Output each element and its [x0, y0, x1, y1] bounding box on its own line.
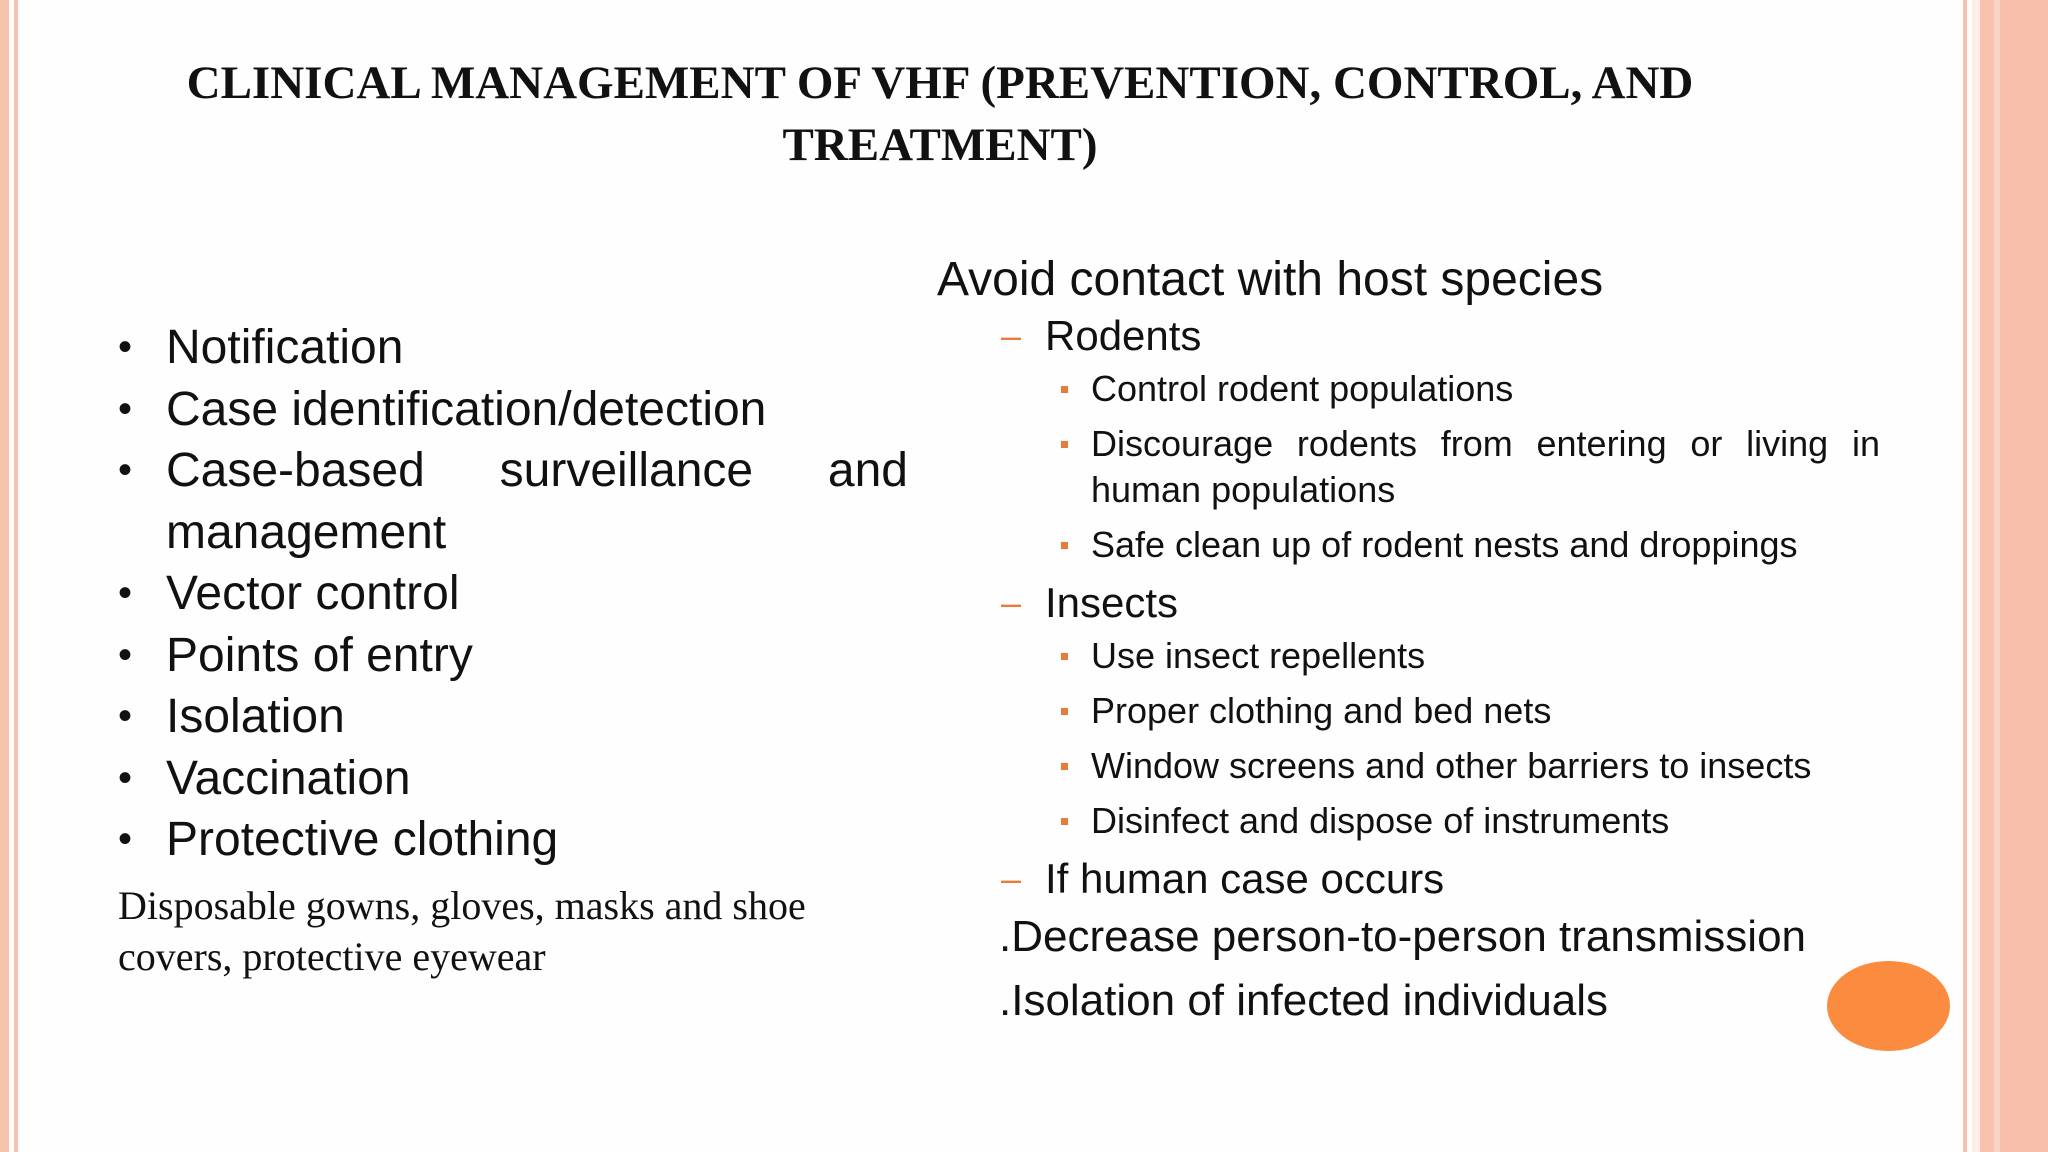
- right-border-stripe-thin: [1963, 0, 1967, 1152]
- rodents-list: [937, 366, 1897, 568]
- bullet-icon: •: [118, 632, 133, 677]
- list-item: • Protective clothing: [118, 809, 908, 871]
- list-item: Window screens and other barriers to insects: [937, 743, 1897, 789]
- dash-icon: –: [1001, 858, 1022, 899]
- square-bullet-icon: [1061, 763, 1068, 770]
- group-insects: [937, 577, 1897, 629]
- right-border-stripe: [1980, 0, 1994, 1152]
- dash-icon: –: [1001, 315, 1022, 356]
- trailing-line: .Isolation of infected individuals: [999, 976, 1609, 1025]
- square-bullet-icon: [1061, 818, 1068, 825]
- dash-icon: –: [1001, 582, 1022, 623]
- trailing-line: .Decrease person-to-person transmission: [999, 912, 1807, 961]
- bullet-icon: •: [118, 325, 133, 369]
- group-label: If human case occurs: [1045, 855, 1445, 902]
- list-item: Use insect repellents: [937, 633, 1897, 679]
- list-item: Discourage rodents from entering or living in human populations: [937, 421, 1897, 513]
- left-border-stripe: [0, 0, 9, 1152]
- square-bullet-icon: [1061, 653, 1068, 660]
- left-bullet-list: [118, 317, 908, 871]
- insects-list: [937, 633, 1897, 844]
- list-item: • Vaccination: [118, 748, 908, 810]
- right-heading: Avoid contact with host species: [937, 253, 1604, 306]
- list-item: Proper clothing and bed nets: [937, 688, 1897, 734]
- list-item: • Vector control: [118, 563, 908, 625]
- right-border-band: [2000, 0, 2048, 1152]
- left-border-stripe-thin: [14, 0, 18, 1152]
- bullet-icon: •: [118, 817, 133, 861]
- list-item: • Points of entry: [118, 625, 908, 687]
- list-item: • Case-based surveillance and management: [118, 440, 908, 563]
- protective-clothing-note: Disposable gowns, gloves, masks and shoe covers, protective eyewear: [118, 883, 806, 979]
- bullet-icon: •: [118, 386, 133, 431]
- group-rodents: [937, 310, 1897, 362]
- group-label: Insects: [1045, 579, 1179, 626]
- orange-circle-decoration: [1827, 961, 1950, 1051]
- list-item: Disinfect and dispose of instruments: [937, 798, 1897, 844]
- square-bullet-icon: [1061, 542, 1068, 549]
- list-item: Safe clean up of rodent nests and droppings: [937, 522, 1897, 568]
- group-label: Rodents: [1045, 312, 1202, 359]
- bullet-icon: •: [118, 755, 133, 800]
- right-border-stripe-light: [1972, 0, 1980, 1152]
- group-human-case: [937, 853, 1897, 905]
- list-item: • Isolation: [118, 686, 908, 748]
- slide-title: CLINICAL MANAGEMENT OF VHF (PREVENTION, CONTROL, AND TREATMENT): [186, 57, 1694, 171]
- bullet-icon: •: [118, 571, 133, 615]
- square-bullet-icon: [1061, 386, 1068, 393]
- bullet-icon: •: [118, 694, 133, 738]
- bullet-icon: •: [118, 448, 133, 492]
- list-item: • Notification: [118, 317, 908, 379]
- right-column: [937, 250, 1897, 1033]
- square-bullet-icon: [1061, 708, 1068, 715]
- square-bullet-icon: [1061, 441, 1068, 448]
- list-item: • Case identification/detection: [118, 379, 908, 441]
- list-item: Control rodent populations: [937, 366, 1897, 412]
